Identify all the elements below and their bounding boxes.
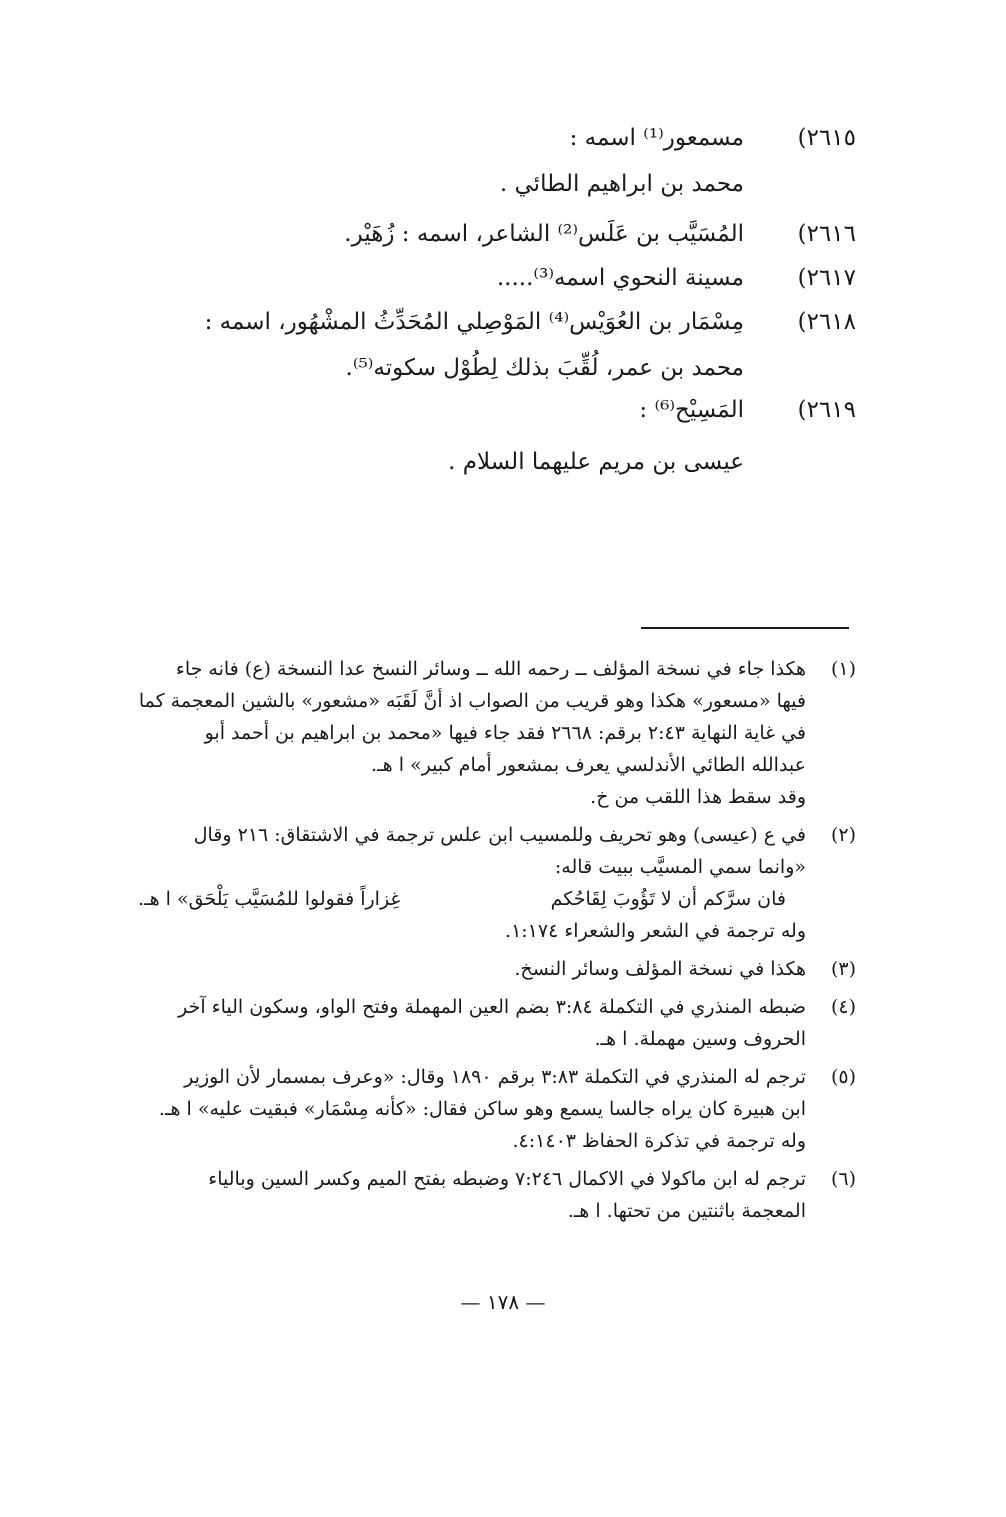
page-number: — ١٧٨ — xyxy=(460,1290,546,1314)
footnote-4 xyxy=(138,991,856,1055)
verse-first-hemistich: فان سرَّكم أن لا تَؤُوبَ لِقَاحُكم xyxy=(550,888,786,910)
footnote-3 xyxy=(138,953,856,985)
entries xyxy=(136,118,856,482)
entry-2618 xyxy=(136,302,856,388)
footnote-line: عبدالله الطائي الأندلسي يعرف بمشعور أمام كبير» ا هـ. xyxy=(371,754,806,776)
entry-text: المُسَيَّب بن عَلَس⁽²⁾ الشاعر، اسمه : زُهَيْر. xyxy=(344,221,744,247)
footnote-6 xyxy=(138,1163,856,1227)
footnote-line: المعجمة باثنتين من تحتها. ا هـ. xyxy=(567,1200,806,1222)
footnote-line: هكذا جاء في نسخة المؤلف ــ رحمه الله ــ وسائر النسخ عدا النسخة (ع) فانه جاء xyxy=(175,658,806,680)
footnote-number: (٤) xyxy=(830,996,856,1018)
entry-continuation: محمد بن ابراهيم الطائي . xyxy=(499,171,744,197)
verse xyxy=(138,883,806,915)
footnote-line: وله ترجمة في الشعر والشعراء ١:١٧٤. xyxy=(505,920,806,942)
footnote-line: في ع (عيسى) وهو تحريف وللمسيب ابن علس ترجمة في الاشتقاق: ٢١٦ وقال xyxy=(193,824,806,846)
entry-text: مسينة النحوي اسمه⁽³⁾..... xyxy=(496,265,744,291)
footnote-line: هكذا في نسخة المؤلف وسائر النسخ. xyxy=(514,958,806,980)
footnote-number: (١) xyxy=(830,658,856,680)
footnote-line: ترجم له ابن ماكولا في الاكمال ٧:٢٤٦ وضبطه بفتح الميم وكسر السين وبالياء xyxy=(208,1168,806,1190)
footnote-line: فيها «مسعور» هكذا وهو قريب من الصواب اذ أنَّ لَقَبَه «مشعور» بالشين المعجمة كما xyxy=(138,690,806,712)
entry-text: مسمعور⁽¹⁾ اسمه : xyxy=(569,125,744,151)
footnote-line: ضبطه المنذري في التكملة ٣:٨٤ بضم العين المهملة وفتح الواو، وسكون الياء آخر xyxy=(178,996,806,1018)
entry-number: ٢٦١٦) xyxy=(797,221,856,247)
entry-number: ٢٦١٩) xyxy=(797,397,856,423)
footnote-2 xyxy=(138,819,856,947)
footnote-5 xyxy=(138,1061,856,1157)
entry-number: ٢٦١٨) xyxy=(797,309,856,335)
footnotes xyxy=(138,653,856,1233)
entry-2616 xyxy=(136,214,856,254)
entry-text: المَسِيْح⁽⁶⁾ : xyxy=(639,397,744,423)
footnote-separator xyxy=(641,627,849,629)
footnote-line: وله ترجمة في تذكرة الحفاظ ٤:١٤٠٣. xyxy=(512,1130,806,1152)
entry-continuation: عيسى بن مريم عليهما السلام . xyxy=(448,449,744,475)
verse-second-hemistich: غِزاراً فقولوا للمُسَيَّب يَلْحَق» ا هـ. xyxy=(138,888,401,910)
footnote-line: ابن هبيرة كان يراه جالسا يسمع وهو ساكن فقال: «كأنه مِسْمَار» فبقيت عليه» ا هـ. xyxy=(158,1098,806,1120)
entry-number: ٢٦١٧) xyxy=(797,265,856,291)
footnote-line: «وانما سمي المسيَّب ببيت قاله: xyxy=(554,856,806,878)
footnote-number: (٥) xyxy=(830,1066,856,1088)
entry-continuation: محمد بن عمر، لُقِّبَ بذلك لِطُوْل سكوته⁽⁵⁾. xyxy=(345,355,744,381)
entry-2617 xyxy=(136,258,856,298)
entry-number: ٢٦١٥) xyxy=(797,125,856,151)
footnote-line: وقد سقط هذا اللقب من خ. xyxy=(590,786,806,808)
footnote-line: في غاية النهاية ٢:٤٣ برقم: ٢٦٦٨ فقد جاء فيها «محمد بن ابراهيم بن أحمد أبو xyxy=(204,722,806,744)
entry-text: مِسْمَار بن العُوَيْس⁽⁴⁾ المَوْصِلي المُحَدِّثُ المشْهُور، اسمه : xyxy=(204,309,744,335)
footnote-1 xyxy=(138,653,856,813)
entry-2615 xyxy=(136,118,856,204)
footnote-number: (٦) xyxy=(830,1168,856,1190)
footnote-number: (٢) xyxy=(830,824,856,846)
footnote-number: (٣) xyxy=(830,958,856,980)
footnote-line: الحروف وسين مهملة. ا هـ. xyxy=(594,1028,806,1050)
footnote-line: ترجم له المنذري في التكملة ٣:٨٣ برقم ١٨٩٠ وقال: «وعرف بمسمار لأن الوزير xyxy=(184,1066,806,1088)
entry-2619 xyxy=(136,390,856,482)
